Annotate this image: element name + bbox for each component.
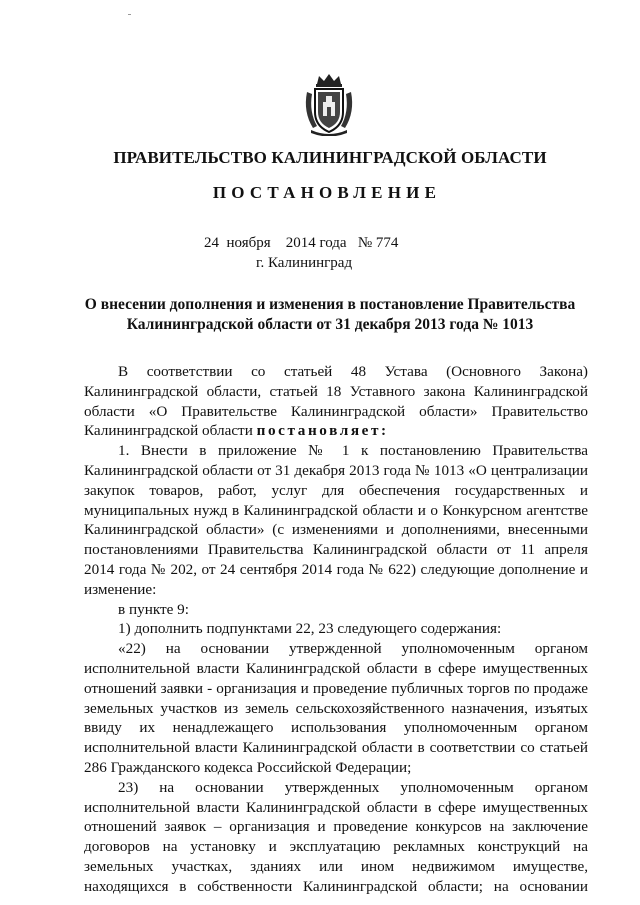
body-line: 23) на основании утвержденных уполномоченным органом [118,778,588,796]
body-line: в пункте 9: [118,600,189,618]
body-line: изменение: [84,580,157,598]
body-line: исполнительной власти Калининградской области в сфере имущественных [84,659,588,677]
title-line: О внесении дополнения и изменения в постановление Правительства [84,296,576,313]
body-text-run: Калининградской области [84,422,253,440]
body-line: 2014 года № 202, от 24 сентября 2014 года № 622) следующие дополнение и [84,560,588,578]
body-line: муниципальных нужд в Калининградской области и о Конкурсном агентстве [84,501,588,519]
body-line: закупок товаров, работ, услуг для обеспечения государственных и [84,481,588,499]
date-month: ноября [226,235,271,251]
body-line: Калининградской области» (с изменениями и дополнениями, внесенными [84,521,588,539]
body-line: В соответствии со статьей 48 Устава (Основного Закона) [118,363,588,380]
document-date-number [204,235,398,252]
document-body [84,362,588,897]
body-line: находящихся в собственности Калининградской области; на основании [84,877,588,895]
organization-name: ПРАВИТЕЛЬСТВО КАЛИНИНГРАДСКОЙ ОБЛАСТИ [113,148,547,167]
document-type: ПОСТАНОВЛЕНИЕ [212,183,442,202]
body-line: отношений заявки - организация и проведение публичных торгов по продаже [84,679,588,697]
body-line: области «О Правительстве Калининградской области» Правительство [84,402,588,420]
body-line: 1) дополнить подпунктами 22, 23 следующего содержания: [118,620,502,638]
body-line: ввиду их ненадлежащего использования уполномоченным органом [84,719,588,737]
body-line: 286 Гражданского кодекса Российской Федерации; [84,758,412,776]
date-day: 24 [204,235,219,251]
body-line: Калининградской области от 31 декабря 2013 года № 1013 «О централизации [84,461,588,479]
coat-of-arms-emblem [301,72,357,136]
document-city: г. Калининград [256,255,353,271]
document-title [80,295,580,335]
scan-speck [128,14,131,15]
body-line: Калининградской области, статьей 18 Уставного закона Калининградской [84,382,588,400]
body-line: исполнительной власти Калининградской области в сфере имущественных [84,798,588,816]
body-line [84,421,588,441]
body-line: земельных участках, зданиях или ином недвижимом имуществе, [84,857,588,875]
title-line: Калининградской области от 31 декабря 2013 года № 1013 [126,316,534,333]
body-line: отношений заявок – организация и проведение конкурсов на заключение [84,818,588,836]
body-line: 1. Внести в приложение № 1 к постановлению Правительства [118,442,588,460]
body-line: договоров на установку и эксплуатацию рекламных конструкций на [84,838,588,856]
body-line: земельных участков из земель сельскохозяйственного назначения, изъятых [84,699,588,717]
date-year: 2014 года [285,235,347,251]
body-line: постановлениями Правительства Калининградской области от 11 апреля [84,541,588,559]
resolution-keyword: постановляет: [256,422,389,440]
document-number: № 774 [357,235,399,251]
body-line: «22) на основании утвержденной уполномоченным органом [118,640,588,658]
body-line: исполнительной власти Калининградской области в соответствии со статьей [84,739,588,757]
